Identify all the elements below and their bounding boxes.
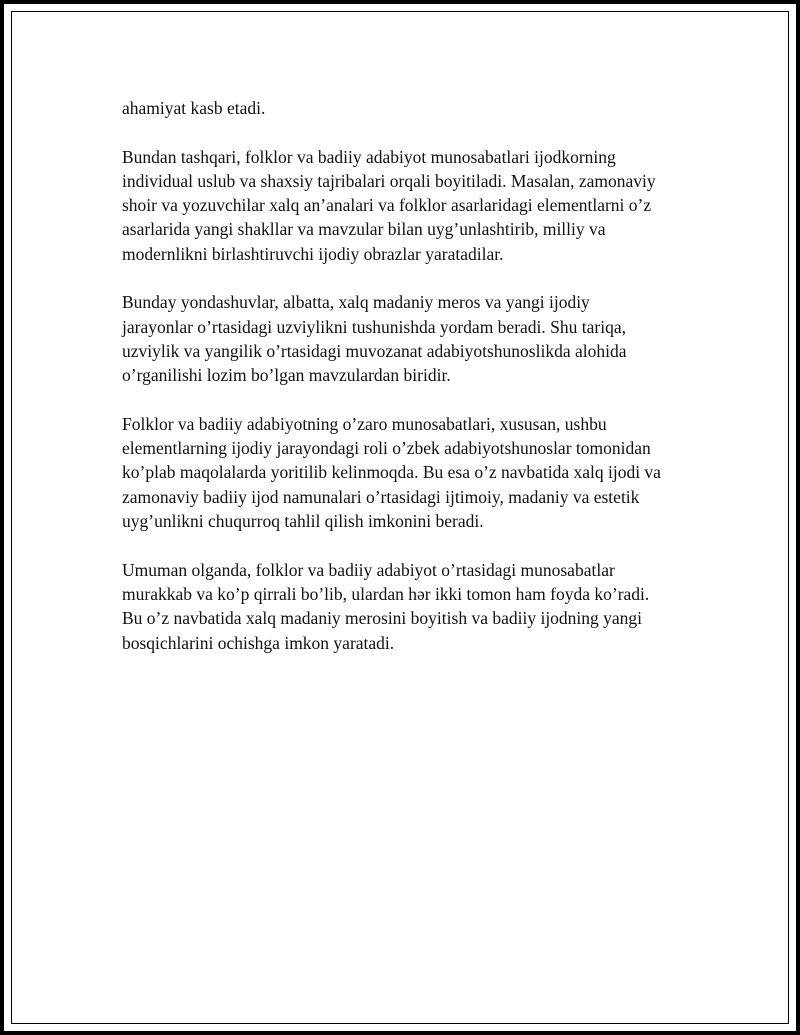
paragraph-approaches: Bunday yondashuvlar, albatta, xalq madaniy meros va yangi ijodiy jarayonlar o’rtasidagi uzviylikni tushunishda yordam beradi. Shu tariqa, uzviylik va yangilik o’rtasidagi muvozanat adabiyotshunoslikda alohida o’rganilishi lozim bo’lgan mavzulardan biridir. bbox=[122, 292, 627, 386]
paragraph-folklore-relations: Folklor va badiiy adabiyotning o’zaro munosabatlari, xususan, ushbu elementlarning ijodiy jarayondagi roli o’zbek adabiyotshunoslar tomonidan ko’plab maqolalarda yoritilib kelinmoqda. Bu esa o’z navbatida xalq ijodi va zamonaviy badiiy ijod namunalari o’rtasidagi ijtimoiy, madaniy va estetik uyg’unlikni chuqurroq tahlil qilish imkonini beradi. bbox=[122, 413, 661, 532]
paragraph-conclusion: Umuman olganda, folklor va badiiy adabiyot o’rtasidagi munosabatlar murakkab va ko’p qirrali bo’lib, ulardan hər ikki tomon ham foyda ko’radi. Bu o’z navbatida xalq madaniy merosini boyitish va badiiy ijodning yangi bosqichlarini ochishga imkon yaratadi. bbox=[122, 559, 650, 653]
paragraph-continuation: ahamiyat kasb etadi. bbox=[122, 98, 266, 118]
document-body bbox=[122, 96, 702, 679]
paragraph-individual-style: Bundan tashqari, folklor va badiiy adabiyot munosabatlari ijodkorning individual uslub va shaxsiy tajribalari orqali boyitiladi. Masalan, zamonaviy shoir va yozuvchilar xalq an’analari va folklor asarlaridagi elementlarni o’z asarlarida yangi shakllar va mavzular bilan uyg’unlashtirib, milliy va modernlikni birlashtiruvchi ijodiy obrazlar yaratadilar. bbox=[122, 146, 656, 264]
